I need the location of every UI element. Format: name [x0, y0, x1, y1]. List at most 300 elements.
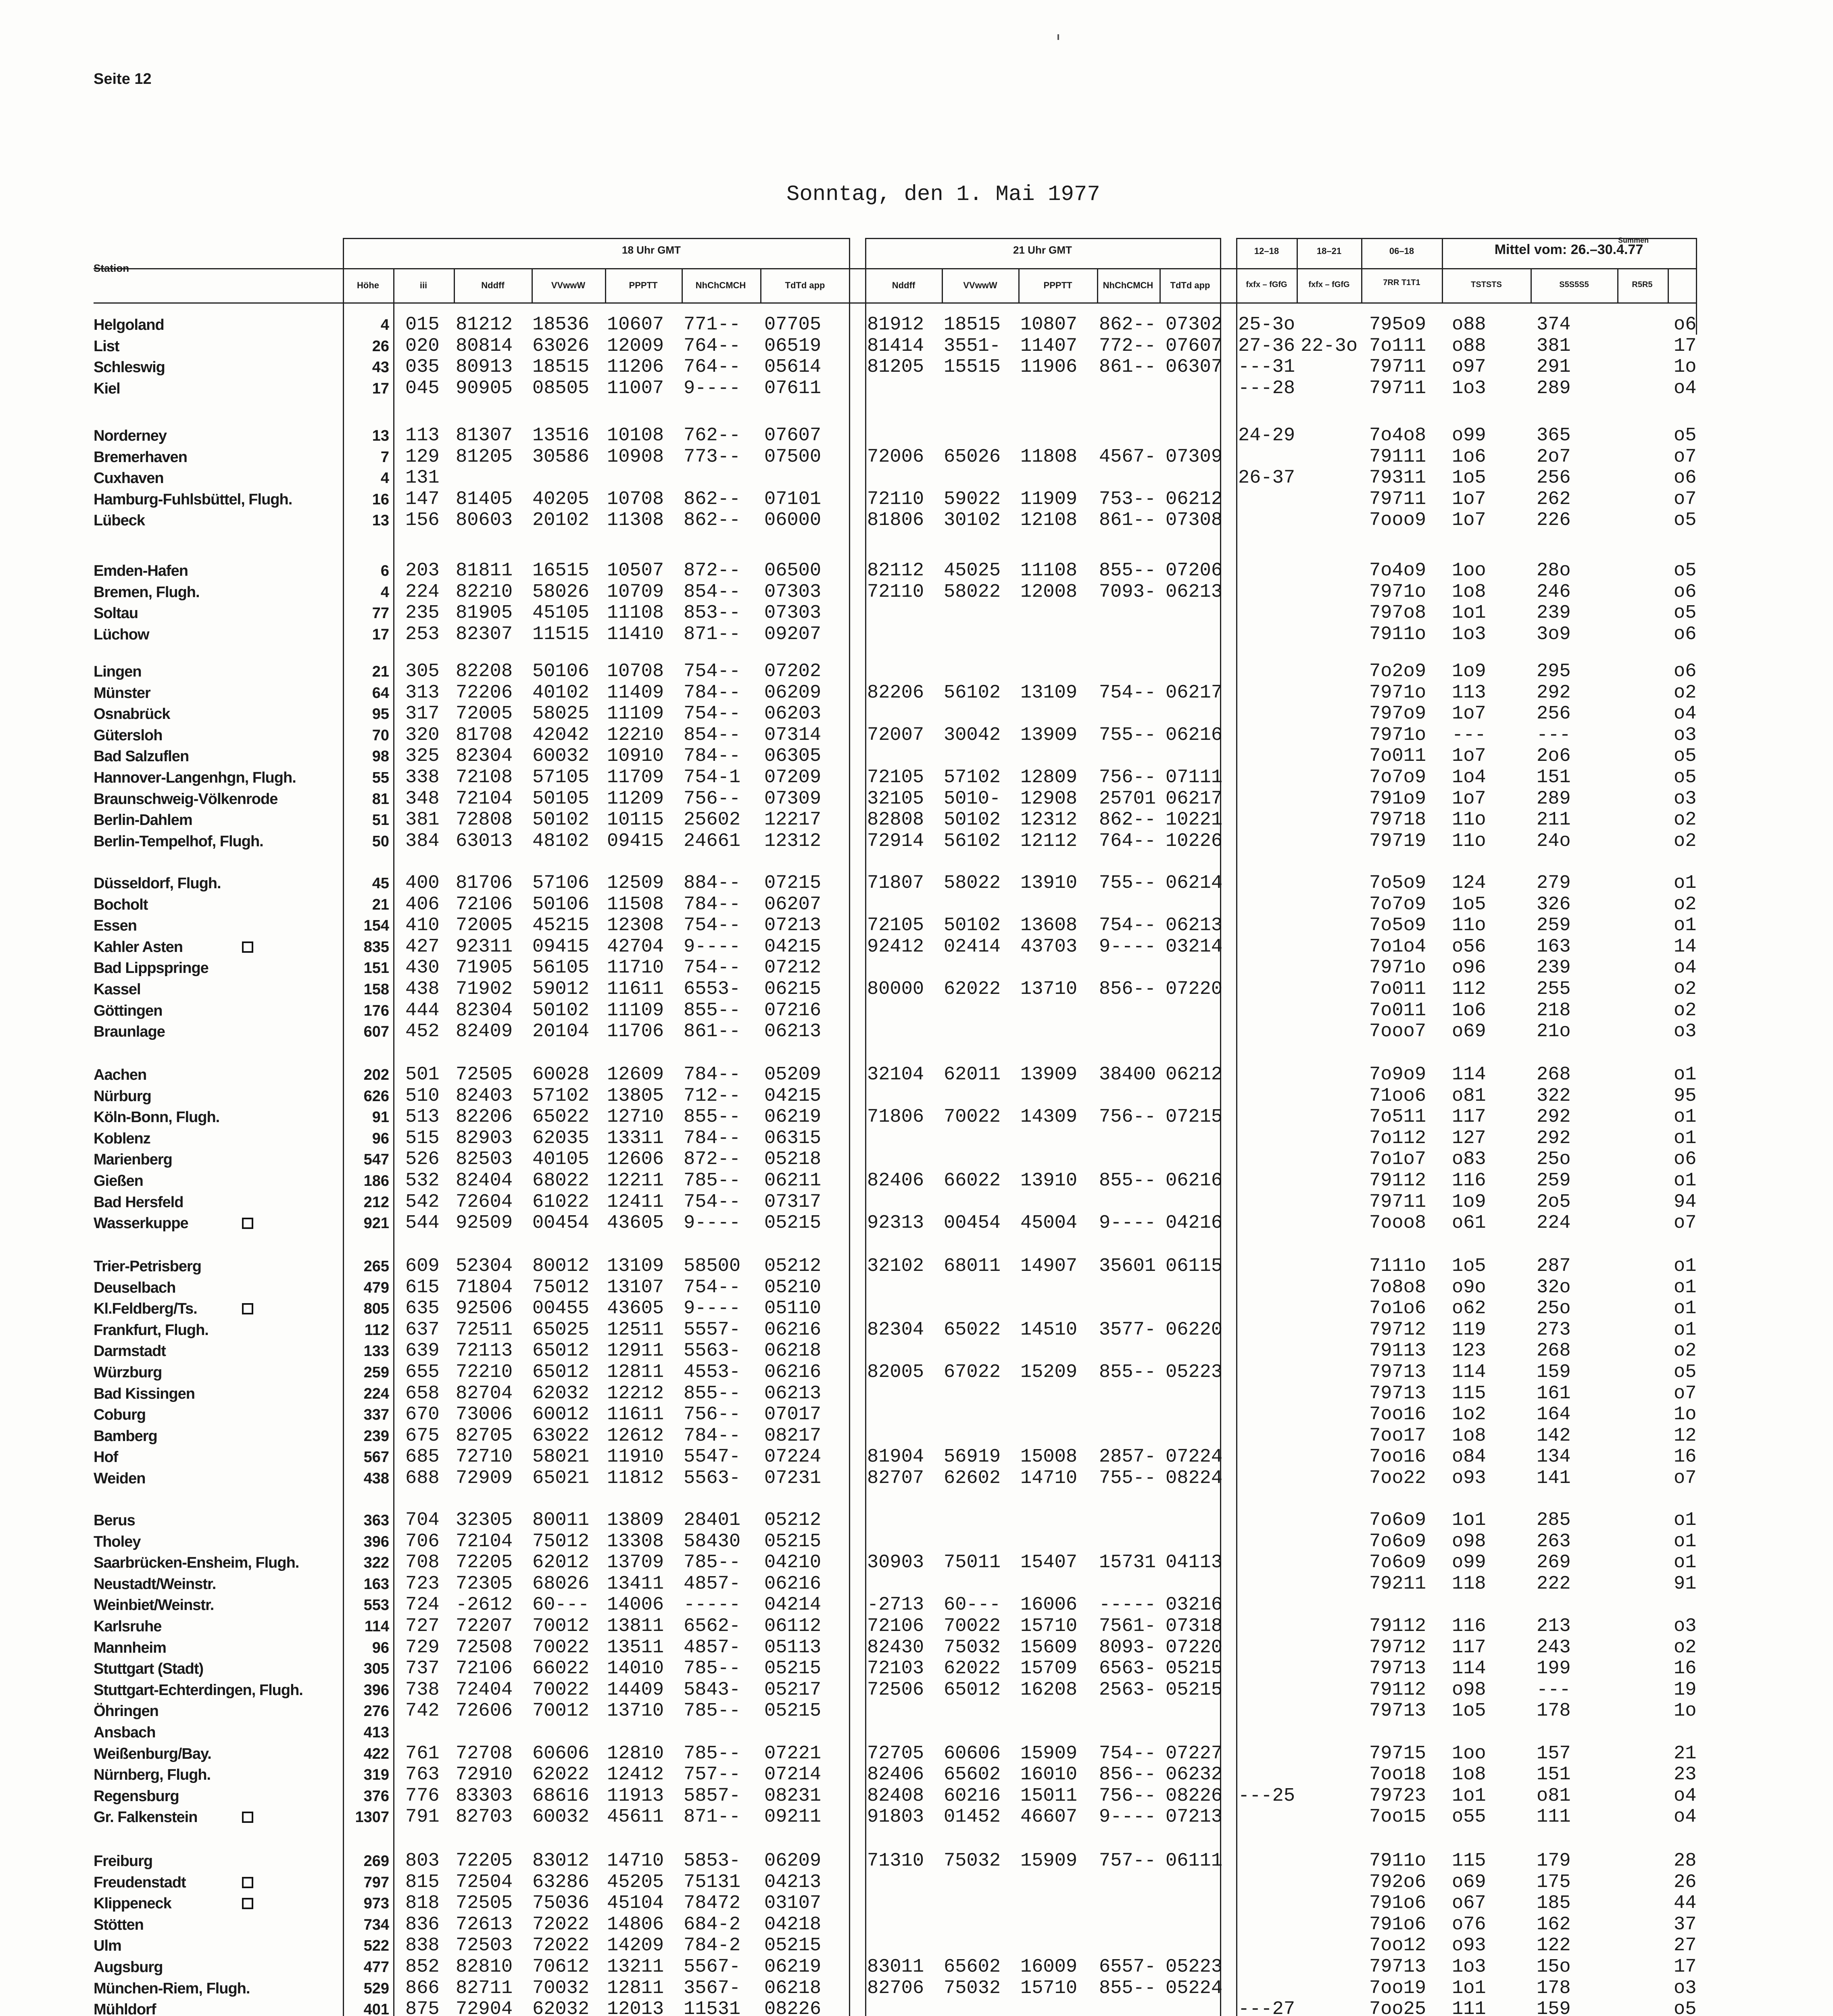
cell-g: 01452	[944, 1806, 1001, 1828]
cell-l: 764--	[1099, 830, 1156, 852]
header-21-ppptt: PPPTT	[1043, 280, 1072, 290]
cell-i: 452	[405, 1021, 440, 1043]
cell-d: 855--	[684, 1383, 741, 1404]
cell-t: 37	[1674, 1914, 1697, 1935]
cell-g: 75032	[944, 1850, 1001, 1872]
cell-m: 04216	[1166, 1212, 1223, 1234]
cell-c: 43605	[607, 1298, 664, 1320]
cell-g: 60606	[944, 1743, 1001, 1764]
cell-r: 239	[1537, 602, 1571, 624]
cell-c: 12710	[607, 1106, 664, 1128]
cell-r: 218	[1537, 1000, 1571, 1021]
station-height: 259	[363, 1364, 389, 1381]
cell-k: 12809	[1020, 767, 1078, 788]
station-name: Freiburg	[94, 1853, 153, 1870]
station-name: Gütersloh	[94, 727, 163, 744]
cell-c: 11209	[607, 788, 664, 810]
station-height: 239	[363, 1427, 389, 1445]
cell-t: 17	[1674, 335, 1697, 357]
open-square-icon	[242, 1303, 253, 1314]
cell-r: o81	[1537, 1785, 1571, 1807]
cell-a: 72505	[456, 1893, 513, 1914]
cell-i: 410	[405, 915, 440, 937]
cell-l: 4567-	[1099, 446, 1156, 468]
cell-r: 291	[1537, 356, 1571, 378]
cell-q: o98	[1452, 1679, 1486, 1701]
cell-e: 06218	[764, 1340, 822, 1362]
cell-t: o2	[1674, 830, 1697, 852]
station-height: 734	[363, 1916, 389, 1933]
cell-c: 12210	[607, 724, 664, 746]
cell-p: 7oo19	[1369, 1977, 1426, 1999]
cell-f: 81904	[867, 1446, 924, 1468]
cell-q: 1o3	[1452, 1956, 1486, 1978]
table-row	[0, 1468, 1833, 1489]
cell-d: 871--	[684, 623, 741, 645]
cell-g: 65012	[944, 1679, 1001, 1701]
cell-i: 235	[405, 602, 440, 624]
cell-q: 127	[1452, 1127, 1486, 1149]
cell-d: 5843-	[684, 1679, 741, 1701]
cell-k: 11909	[1020, 488, 1078, 510]
table-row	[0, 1128, 1833, 1149]
cell-m: 07224	[1166, 1446, 1223, 1468]
cell-p: 79712	[1369, 1319, 1426, 1341]
cell-q: 1o8	[1452, 1764, 1486, 1786]
cell-c: 11706	[607, 1021, 664, 1043]
cell-b: 62022	[532, 1764, 590, 1786]
cell-e: 09207	[764, 623, 822, 645]
cell-p: 7o4o9	[1369, 560, 1426, 581]
cell-i: 317	[405, 703, 440, 725]
table-row	[0, 1320, 1833, 1341]
cell-e: 12312	[764, 830, 822, 852]
cell-g: 58022	[944, 873, 1001, 894]
cell-g: 65602	[944, 1956, 1001, 1978]
cell-f: 71807	[867, 873, 924, 894]
cell-e: 07607	[764, 425, 822, 446]
table-row	[0, 1086, 1833, 1107]
cell-p: 7o5o9	[1369, 873, 1426, 894]
station-height: 176	[363, 1002, 389, 1019]
cell-e: 06216	[764, 1573, 822, 1595]
cell-g: 30102	[944, 510, 1001, 531]
cell-b: 65021	[532, 1468, 590, 1489]
table-row	[0, 1764, 1833, 1785]
cell-d: 855--	[684, 1000, 741, 1021]
cell-a: 71902	[456, 979, 513, 1000]
cell-a: 72604	[456, 1191, 513, 1213]
cell-r: 2o5	[1537, 1191, 1571, 1213]
cell-l: 862--	[1099, 314, 1156, 335]
cell-e: 09211	[764, 1806, 822, 1828]
cell-q: o99	[1452, 1552, 1486, 1574]
cell-i: 400	[405, 873, 440, 894]
cell-e: 06209	[764, 682, 822, 704]
cell-r: 263	[1537, 1531, 1571, 1552]
cell-m: 07607	[1166, 335, 1223, 357]
cell-a: 92509	[456, 1212, 513, 1234]
cell-r: 162	[1537, 1914, 1571, 1935]
cell-m: 07302	[1166, 314, 1223, 335]
cell-t: 95	[1674, 1085, 1697, 1107]
cell-i: 526	[405, 1149, 440, 1170]
cell-q: 1o7	[1452, 488, 1486, 510]
cell-r: 3o9	[1537, 623, 1571, 645]
cell-b: 60032	[532, 746, 590, 767]
cell-k: 12908	[1020, 788, 1078, 810]
cell-m: 07227	[1166, 1743, 1223, 1764]
cell-i: 724	[405, 1594, 440, 1616]
cell-b: 75036	[532, 1893, 590, 1914]
cell-p: 7o7o9	[1369, 767, 1426, 788]
cell-k: 11108	[1020, 560, 1078, 581]
cell-a: 82304	[456, 746, 513, 767]
cell-a: 82403	[456, 1085, 513, 1107]
cell-d: 784--	[684, 1127, 741, 1149]
cell-d: 9----	[684, 1212, 741, 1234]
cell-i: 738	[405, 1679, 440, 1701]
cell-t: o1	[1674, 1106, 1697, 1128]
table-row	[0, 1914, 1833, 1935]
cell-q: 1o5	[1452, 1700, 1486, 1722]
header-21-td: TdTd app	[1170, 280, 1210, 290]
cell-b: 30586	[532, 446, 590, 468]
cell-i: 444	[405, 1000, 440, 1021]
open-square-icon	[242, 1812, 253, 1823]
cell-c: 42704	[607, 936, 664, 958]
cell-t: 1o	[1674, 1404, 1697, 1426]
cell-d: 853--	[684, 602, 741, 624]
cell-g: 56102	[944, 682, 1001, 704]
cell-l: 757--	[1099, 1850, 1156, 1872]
cell-p: 79723	[1369, 1785, 1426, 1807]
cell-i: 836	[405, 1914, 440, 1935]
cell-a: 71905	[456, 957, 513, 979]
cell-p: 7o1o7	[1369, 1149, 1426, 1170]
cell-t: o7	[1674, 446, 1697, 468]
cell-b: 40102	[532, 682, 590, 704]
cell-t: o5	[1674, 425, 1697, 446]
station-name: Helgoland	[94, 317, 164, 333]
cell-b: 58021	[532, 1446, 590, 1468]
station-height: 422	[363, 1745, 389, 1762]
cell-d: 754--	[684, 661, 741, 682]
cell-p: 7o011	[1369, 1000, 1426, 1021]
cell-a: 72108	[456, 767, 513, 788]
station-name: Hamburg-Fuhlsbüttel, Flugh.	[94, 491, 292, 508]
cell-r: 256	[1537, 467, 1571, 489]
cell-c: 13311	[607, 1127, 664, 1149]
cell-n: 24-29	[1238, 425, 1295, 446]
cell-c: 10708	[607, 488, 664, 510]
cell-a: 81205	[456, 446, 513, 468]
station-height: 17	[372, 626, 389, 643]
cell-p: 7971o	[1369, 724, 1426, 746]
cell-e: 06216	[764, 1319, 822, 1341]
cell-b: 70022	[532, 1679, 590, 1701]
cell-b: 68026	[532, 1573, 590, 1595]
cell-a: 82903	[456, 1127, 513, 1149]
cell-p: 7o1o4	[1369, 936, 1426, 958]
cell-r: 111	[1537, 1806, 1571, 1828]
station-name: Karlsruhe	[94, 1618, 162, 1635]
header-18-21: 18–21	[1316, 246, 1342, 256]
cell-e: 06112	[764, 1616, 822, 1637]
cell-c: 10709	[607, 581, 664, 603]
table-row	[0, 767, 1833, 788]
header-7rr: 7RR T1T1	[1383, 278, 1420, 287]
table-row	[0, 746, 1833, 767]
cell-q: 1o8	[1452, 581, 1486, 603]
station-name: Nürnberg, Flugh.	[94, 1766, 211, 1784]
station-name: Bamberg	[94, 1427, 157, 1445]
cell-b: 60028	[532, 1064, 590, 1085]
station-height: 13	[372, 427, 389, 444]
cell-b: 63286	[532, 1871, 590, 1893]
station-height: 112	[364, 1321, 389, 1339]
cell-b: 20104	[532, 1021, 590, 1043]
cell-r: 28o	[1537, 560, 1571, 581]
cell-f: 82406	[867, 1170, 924, 1191]
cell-q: o96	[1452, 957, 1486, 979]
cell-a: 72808	[456, 809, 513, 831]
cell-c: 14409	[607, 1679, 664, 1701]
cell-e: 03107	[764, 1893, 822, 1914]
station-height: 413	[363, 1724, 389, 1741]
cell-b: 75012	[532, 1531, 590, 1552]
table-row	[0, 831, 1833, 852]
cell-t: 14	[1674, 936, 1697, 958]
cell-e: 06213	[764, 1021, 822, 1043]
cell-r: 289	[1537, 788, 1571, 810]
cell-m: 06216	[1166, 724, 1223, 746]
cell-a: 82409	[456, 1021, 513, 1043]
cell-i: 639	[405, 1340, 440, 1362]
cell-q: ---	[1452, 724, 1486, 746]
table-row	[0, 336, 1833, 357]
cell-f: 81806	[867, 510, 924, 531]
cell-p: 79713	[1369, 1956, 1426, 1978]
cell-g: 3551-	[944, 335, 1001, 357]
station-height: 376	[363, 1787, 389, 1805]
table-row	[0, 1510, 1833, 1531]
table-row	[0, 624, 1833, 645]
cell-a: 63013	[456, 830, 513, 852]
cell-p: 79718	[1369, 809, 1426, 831]
cell-r: 279	[1537, 873, 1571, 894]
cell-k: 13909	[1020, 724, 1078, 746]
cell-i: 658	[405, 1383, 440, 1404]
cell-p: 71oo6	[1369, 1085, 1426, 1107]
cell-t: 16	[1674, 1658, 1697, 1680]
station-name: Weiden	[94, 1470, 146, 1487]
cell-e: 08231	[764, 1785, 822, 1807]
station-name: Bremerhaven	[94, 448, 187, 466]
cell-g: 70022	[944, 1616, 1001, 1637]
table-row	[0, 378, 1833, 399]
cell-k: 15609	[1020, 1637, 1078, 1658]
cell-e: 07202	[764, 661, 822, 682]
cell-c: 14006	[607, 1594, 664, 1616]
cell-r: 268	[1537, 1064, 1571, 1085]
cell-b: 60606	[532, 1743, 590, 1764]
cell-t: 28	[1674, 1850, 1697, 1872]
open-square-icon	[242, 941, 253, 953]
cell-t: o2	[1674, 1000, 1697, 1021]
header-21-vvwww: VVwwW	[963, 280, 997, 290]
cell-q: o81	[1452, 1085, 1486, 1107]
cell-c: 12511	[607, 1319, 664, 1341]
cell-t: 27	[1674, 1935, 1697, 1957]
station-name: Hannover-Langenhgn, Flugh.	[94, 769, 296, 786]
cell-r: 287	[1537, 1256, 1571, 1277]
table-row	[0, 873, 1833, 894]
cell-p: 795o9	[1369, 314, 1426, 335]
cell-i: 838	[405, 1935, 440, 1957]
cell-d: 11531	[684, 1999, 741, 2016]
table-row	[0, 1426, 1833, 1447]
cell-a: 80814	[456, 335, 513, 357]
cell-b: 57102	[532, 1085, 590, 1107]
cell-d: 9----	[684, 377, 741, 399]
cell-f: 81205	[867, 356, 924, 378]
cell-q: 113	[1452, 682, 1486, 704]
cell-d: 871--	[684, 1806, 741, 1828]
cell-d: 3567-	[684, 1977, 741, 1999]
cell-a: 82304	[456, 1000, 513, 1021]
cell-e: 05212	[764, 1256, 822, 1277]
cell-a: 82705	[456, 1425, 513, 1447]
header-18-vvwww: VVwwW	[551, 280, 586, 290]
cell-d: 78472	[684, 1893, 741, 1914]
cell-c: 11410	[607, 623, 664, 645]
cell-p: 7o6o9	[1369, 1531, 1426, 1552]
cell-l: 754--	[1099, 682, 1156, 704]
cell-i: 803	[405, 1850, 440, 1872]
station-name: Augsburg	[94, 1959, 163, 1976]
cell-f: 72106	[867, 1616, 924, 1637]
cell-l: 756--	[1099, 1785, 1156, 1807]
cell-a: 92506	[456, 1298, 513, 1320]
cell-b: 65022	[532, 1106, 590, 1128]
table-row	[0, 1149, 1833, 1170]
cell-e: 05215	[764, 1658, 822, 1680]
cell-d: 5563-	[684, 1340, 741, 1362]
cell-d: 784--	[684, 1425, 741, 1447]
cell-e: 05218	[764, 1149, 822, 1170]
station-name: Cuxhaven	[94, 470, 164, 487]
header-18-td: TdTd app	[785, 280, 825, 290]
cell-i: 305	[405, 661, 440, 682]
table-row	[0, 1404, 1833, 1425]
cell-p: 79112	[1369, 1616, 1426, 1637]
cell-i: 015	[405, 314, 440, 335]
cell-q: 111	[1452, 1999, 1486, 2016]
table-row	[0, 1552, 1833, 1573]
cell-d: 684-2	[684, 1914, 741, 1935]
cell-m: 05223	[1166, 1956, 1223, 1978]
station-name: Koblenz	[94, 1130, 150, 1147]
cell-t: o6	[1674, 314, 1697, 335]
header-18-cloud: NhChCMCH	[695, 280, 746, 290]
cell-d: 4857-	[684, 1637, 741, 1658]
cell-g: 50102	[944, 809, 1001, 831]
station-height: 4	[380, 583, 389, 601]
table-row	[0, 1743, 1833, 1764]
cell-c: 14209	[607, 1935, 664, 1957]
cell-r: 21o	[1537, 1021, 1571, 1043]
cell-m: 03216	[1166, 1594, 1223, 1616]
cell-m: 06212	[1166, 1064, 1223, 1085]
cell-f: 80000	[867, 979, 924, 1000]
cell-g: 58022	[944, 581, 1001, 603]
cell-c: 12013	[607, 1999, 664, 2016]
station-name: Bad Lippspringe	[94, 960, 209, 977]
cell-t: o2	[1674, 893, 1697, 915]
cell-t: o1	[1674, 1510, 1697, 1531]
cell-l: 756--	[1099, 767, 1156, 788]
open-square-icon	[242, 1898, 253, 1909]
cell-i: 704	[405, 1510, 440, 1531]
cell-k: 15909	[1020, 1850, 1078, 1872]
cell-f: 72006	[867, 446, 924, 468]
station-name: Bad Hersfeld	[94, 1193, 184, 1211]
cell-q: 114	[1452, 1064, 1486, 1085]
cell-d: 6562-	[684, 1616, 741, 1637]
cell-d: 4857-	[684, 1573, 741, 1595]
station-height: 43	[372, 359, 389, 376]
cell-i: 729	[405, 1637, 440, 1658]
cell-d: 756--	[684, 788, 741, 810]
cell-d: -----	[684, 1594, 741, 1616]
cell-i: 381	[405, 809, 440, 831]
cell-c: 11409	[607, 682, 664, 704]
station-name: Weinbiet/Weinstr.	[94, 1597, 214, 1614]
table-row	[0, 661, 1833, 682]
cell-p: 79713	[1369, 1362, 1426, 1383]
cell-p: 7111o	[1369, 1256, 1426, 1277]
cell-i: 147	[405, 488, 440, 510]
cell-p: 7o8o8	[1369, 1277, 1426, 1298]
cell-b: 60032	[532, 1806, 590, 1828]
cell-a: 72104	[456, 1531, 513, 1552]
cell-d: 785--	[684, 1170, 741, 1191]
cell-p: 7ooo7	[1369, 1021, 1426, 1043]
header-18-uhr: 18 Uhr GMT	[622, 244, 681, 256]
cell-q: o99	[1452, 425, 1486, 446]
cell-g: 75011	[944, 1552, 1001, 1574]
cell-t: o1	[1674, 873, 1697, 894]
cell-m: 07220	[1166, 1637, 1223, 1658]
cell-q: 1o7	[1452, 510, 1486, 531]
station-height: 479	[363, 1279, 389, 1296]
cell-k: 11808	[1020, 446, 1078, 468]
station-name: Würzburg	[94, 1364, 162, 1381]
cell-p: 7o7o9	[1369, 893, 1426, 915]
station-name: Essen	[94, 917, 137, 935]
station-height: 98	[372, 748, 389, 765]
cell-k: 15709	[1020, 1658, 1078, 1680]
cell-d: 25602	[684, 809, 741, 831]
station-name: Kiel	[94, 380, 120, 397]
cell-k: 12108	[1020, 510, 1078, 531]
cell-k: 43703	[1020, 936, 1078, 958]
table-row	[0, 1192, 1833, 1213]
cell-a: 81811	[456, 560, 513, 581]
cell-t: o3	[1674, 724, 1697, 746]
table-row	[0, 1341, 1833, 1362]
